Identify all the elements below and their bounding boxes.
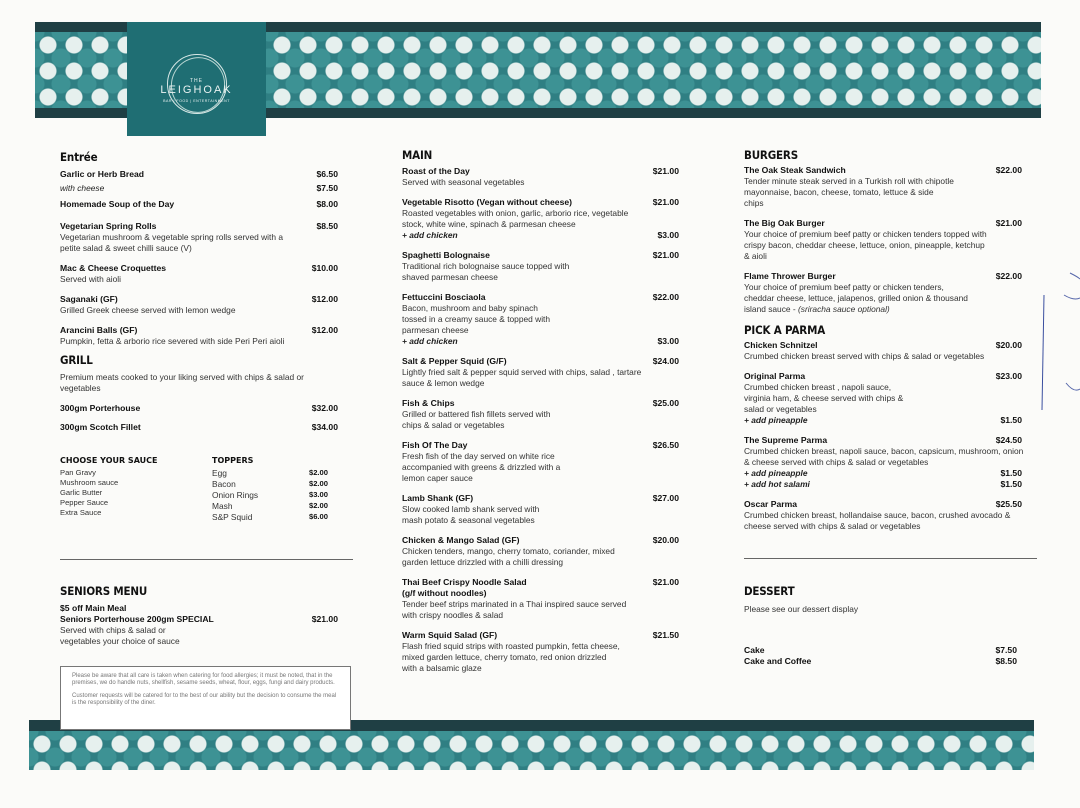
- topper-price: $2.00: [308, 479, 328, 488]
- logo-tagline: BAR | FOOD | ENTERTAINMENT: [163, 99, 230, 103]
- item-name: 300gm Porterhouse: [60, 403, 141, 413]
- item-name: The Oak Steak Sandwich: [744, 165, 846, 175]
- dessert-desc: Please see our dessert display: [744, 604, 859, 614]
- item-name: Vegetable Risotto (Vegan without cheese): [402, 197, 572, 207]
- item-name: Homemade Soup of the Day: [60, 199, 175, 209]
- item-name: Chicken Schnitzel: [744, 340, 818, 350]
- item-price: $7.50: [995, 645, 1017, 655]
- item-desc: Vegetarian mushroom & vegetable spring rolls served with a petite salad & sweet chilli sauce (V): [60, 232, 283, 253]
- seniors-title: SENIORS MENU: [60, 584, 148, 598]
- item-price: $22.00: [995, 271, 1022, 281]
- menu-item: [402, 197, 679, 241]
- item-name: The Big Oak Burger: [744, 218, 825, 228]
- menu-item: [744, 340, 1022, 362]
- item-add: + add pineapple: [744, 415, 808, 425]
- item-name: Saganaki (GF): [60, 294, 118, 304]
- item-add-price: $1.50: [1000, 479, 1022, 489]
- item-name: Chicken & Mango Salad (GF): [402, 535, 520, 545]
- menu-item: [744, 499, 1022, 532]
- seniors-line1: $5 off Main Meal: [60, 603, 127, 613]
- menu-item: [744, 271, 1022, 315]
- item-add: + add pineapple: [744, 468, 808, 478]
- item-price: $6.50: [316, 169, 338, 179]
- item-name: Fish & Chips: [402, 398, 455, 408]
- menu-item: [402, 440, 679, 484]
- item-desc: Chicken tenders, mango, cherry tomato, coriander, mixed garden lettuce drizzled with a chilli dressing: [402, 546, 615, 567]
- sauce-item: Extra Sauce: [60, 508, 102, 517]
- sauce-item: Mushroom sauce: [60, 478, 119, 487]
- item-price: $8.50: [995, 656, 1017, 666]
- menu-item: [402, 250, 679, 283]
- toppers-title: TOPPERS: [212, 456, 254, 465]
- main-title: MAIN: [402, 148, 433, 162]
- item-price: $12.00: [311, 325, 338, 335]
- menu-item: [60, 422, 338, 433]
- item-name: Thai Beef Crispy Noodle Salad (g/f without noodles): [402, 577, 527, 598]
- item-desc: Bacon, mushroom and baby spinach tossed in a creamy sauce & topped with parmesan cheese: [402, 303, 551, 335]
- notice-p2: Customer requests will be catered for to the best of our ability but the decision to consume the meal is the responsibility of the diner.: [72, 692, 337, 707]
- item-price: $8.00: [316, 199, 338, 209]
- sauce-item: Pan Gravy: [60, 468, 96, 477]
- item-desc: Roasted vegetables with onion, garlic, arborio rice, vegetable stock, white wine, spinach & parmesan cheese: [402, 208, 629, 229]
- allergy-notice: [60, 666, 351, 730]
- item-name: Flame Thrower Burger: [744, 271, 836, 281]
- sauce-item: Pepper Sauce: [60, 498, 109, 507]
- menu-item: [402, 630, 679, 674]
- topper-price: $2.00: [308, 468, 328, 477]
- menu-item: [60, 294, 338, 316]
- dessert-title: DESSERT: [744, 584, 795, 598]
- menu-item: [744, 165, 1022, 209]
- item-desc: Fresh fish of the day served on white rice accompanied with greens & drizzled with a lemon caper sauce: [402, 451, 561, 483]
- item-desc: Served with aioli: [60, 274, 121, 284]
- grill-desc: Premium meats cooked to your liking served with chips & salad or vegetables: [60, 372, 304, 393]
- menu-item: [402, 535, 679, 568]
- topper-name: Egg: [212, 468, 227, 478]
- logo: [127, 22, 266, 136]
- item-price: $20.00: [995, 340, 1022, 350]
- item-name: Cake: [744, 645, 765, 655]
- item-name: Lamb Shank (GF): [402, 493, 474, 503]
- topper-name: S&P Squid: [212, 512, 253, 522]
- item-desc: Traditional rich bolognaise sauce topped with shaved parmesan cheese: [402, 261, 570, 282]
- menu-item: [402, 577, 679, 621]
- item-desc: Pumpkin, fetta & arborio rice severed with side Peri Peri aioli: [60, 336, 285, 346]
- item-name: Warm Squid Salad (GF): [402, 630, 498, 640]
- item-add: + add chicken: [402, 230, 458, 240]
- item-desc-note: (sriracha sauce optional): [798, 304, 890, 314]
- entree-title: Entrée: [60, 150, 98, 164]
- item-name: Cake and Coffee: [744, 656, 812, 666]
- item-name: Spaghetti Bolognaise: [402, 250, 490, 260]
- topper-name: Bacon: [212, 479, 236, 489]
- menu-item: [744, 435, 1022, 490]
- item-desc: Slow cooked lamb shank served with mash potato & seasonal vegetables: [402, 504, 540, 525]
- item-add-price: $1.50: [1000, 415, 1022, 425]
- item-add-price: $3.00: [657, 230, 679, 240]
- item-add: + add chicken: [402, 336, 458, 346]
- menu-item: [60, 263, 338, 285]
- item-price: $25.50: [995, 499, 1022, 509]
- item-desc: Flash fried squid strips with roasted pumpkin, fetta cheese, mixed garden lettuce, cherry tomato, red onion drizzled with a balsamic glaze: [402, 641, 620, 673]
- item-price: $23.00: [995, 371, 1022, 381]
- left-column: [60, 148, 338, 525]
- item-name: Arancini Balls (GF): [60, 325, 138, 335]
- item-add: + add hot salami: [744, 479, 810, 489]
- logo-the: THE: [190, 78, 203, 84]
- seniors-price: $21.00: [311, 614, 338, 624]
- item-price: $21.00: [652, 577, 679, 587]
- item-name: 300gm Scotch Fillet: [60, 422, 141, 432]
- menu-item: [60, 403, 338, 414]
- topper-price: $2.00: [308, 501, 328, 510]
- item-price: $20.00: [652, 535, 679, 545]
- item-desc: Crumbed chicken breast , napoli sauce, virginia ham, & cheese served with chips & salad or vegetables: [744, 382, 904, 414]
- menu-item: [402, 356, 679, 389]
- sauce-title: CHOOSE YOUR SAUCE: [60, 456, 158, 465]
- menu-item: [60, 169, 338, 194]
- seniors-section: [60, 586, 338, 647]
- item-desc: Crumbed chicken breast, hollandaise sauce, bacon, crushed avocado & cheese served with chips & salad or vegetables: [744, 510, 1011, 531]
- item-name: Roast of the Day: [402, 166, 470, 176]
- item-desc: Tender minute steak served in a Turkish roll with chipotle mayonnaise, bacon, cheese, tomato, lettuce & side chips: [744, 176, 954, 208]
- item-price: $22.00: [995, 165, 1022, 175]
- item-name: Oscar Parma: [744, 499, 798, 509]
- item-desc: Tender beef strips marinated in a Thai inspired sauce served with crispy noodles & salad: [402, 599, 627, 620]
- item-price: $21.00: [652, 166, 679, 176]
- item-desc: Crumbed chicken breast served with chips & salad or vegetables: [744, 351, 985, 361]
- menu-item: [744, 371, 1022, 426]
- main-column: [402, 150, 679, 683]
- menu-item: [60, 221, 338, 254]
- menu-item: [402, 398, 679, 431]
- burgers-title: BURGERS: [744, 148, 798, 162]
- item-name: Vegetarian Spring Rolls: [60, 221, 157, 231]
- item-desc: Your choice of premium beef patty or chicken tenders topped with crispy bacon, cheddar cheese, lettuce, onion, pineapple, ketchup & aioli: [744, 229, 987, 261]
- topper-price: $3.00: [308, 490, 328, 499]
- item-desc: Served with seasonal vegetables: [402, 177, 525, 187]
- item-sub-text: with cheese: [60, 183, 105, 193]
- menu-item: [402, 166, 679, 188]
- item-price: $12.00: [311, 294, 338, 304]
- item-price: $10.00: [311, 263, 338, 273]
- item-price: $21.50: [652, 630, 679, 640]
- item-price: $21.00: [652, 250, 679, 260]
- item-desc: Crumbed chicken breast, napoli sauce, bacon, capsicum, mushroom, onion & cheese served with chips & salad or vegetables: [744, 446, 1024, 467]
- item-price: $21.00: [652, 197, 679, 207]
- dessert-section: [744, 586, 1017, 667]
- item-name: Salt & Pepper Squid (G/F): [402, 356, 507, 366]
- menu-item: [60, 199, 338, 210]
- item-add-price: $3.00: [657, 336, 679, 346]
- item-price: $21.00: [995, 218, 1022, 228]
- logo-name: LEIGHOAK: [160, 84, 233, 96]
- item-name: Mac & Cheese Croquettes: [60, 263, 167, 273]
- menu-item: [402, 292, 679, 347]
- seniors-desc: Served with chips & salad or vegetables your choice of sauce: [60, 625, 180, 646]
- item-name: Fettuccini Bosciaola: [402, 292, 486, 302]
- item-name: Garlic or Herb Bread: [60, 169, 145, 179]
- topper-name: Onion Rings: [212, 490, 259, 500]
- item-price: $24.50: [995, 435, 1022, 445]
- item-price: $32.00: [311, 403, 338, 413]
- item-price: $24.00: [652, 356, 679, 366]
- item-desc: Grilled or battered fish fillets served with chips & salad or vegetables: [402, 409, 551, 430]
- parma-title: PICK A PARMA: [744, 323, 826, 337]
- item-desc: Lightly fried salt & pepper squid served with chips, salad , tartare sauce & lemon wedge: [402, 367, 642, 388]
- item-name: Original Parma: [744, 371, 806, 381]
- item-desc: Your choice of premium beef patty or chicken tenders, cheddar cheese, lettuce, jalapenos, grilled onion & thousand island sauce -: [744, 282, 968, 314]
- pen-mark-icon: [1040, 265, 1080, 425]
- item-price: $25.00: [652, 398, 679, 408]
- sauce-toppers: [60, 455, 338, 525]
- right-divider: [744, 558, 1037, 559]
- grill-title: GRILL: [60, 353, 93, 367]
- topper-price: $6.00: [308, 512, 328, 521]
- item-price: $27.00: [652, 493, 679, 503]
- item-add-price: $1.50: [1000, 468, 1022, 478]
- seniors-line2: Seniors Porterhouse 200gm SPECIAL: [60, 614, 214, 624]
- item-price: $34.00: [311, 422, 338, 432]
- item-desc: Grilled Greek cheese served with lemon wedge: [60, 305, 236, 315]
- item-price: $22.00: [652, 292, 679, 302]
- item-price: $26.50: [652, 440, 679, 450]
- right-column: [744, 150, 1022, 541]
- menu-item: [60, 325, 338, 347]
- item-name: The Supreme Parma: [744, 435, 828, 445]
- topper-name: Mash: [212, 501, 233, 511]
- menu-item: [402, 493, 679, 526]
- notice-p1: Please be aware that all care is taken when catering for food allergies; it must be noted, that in the premises, we do handle nuts, shellfish, sesame seeds, wheat, flour, eggs, fungi and dairy products.: [72, 673, 335, 687]
- left-divider: [60, 559, 353, 560]
- item-price: $8.50: [316, 221, 338, 231]
- item-name: Fish Of The Day: [402, 440, 468, 450]
- menu-item: [744, 218, 1022, 262]
- item-sub-price: $7.50: [316, 183, 338, 193]
- sauce-item: Garlic Butter: [60, 488, 103, 497]
